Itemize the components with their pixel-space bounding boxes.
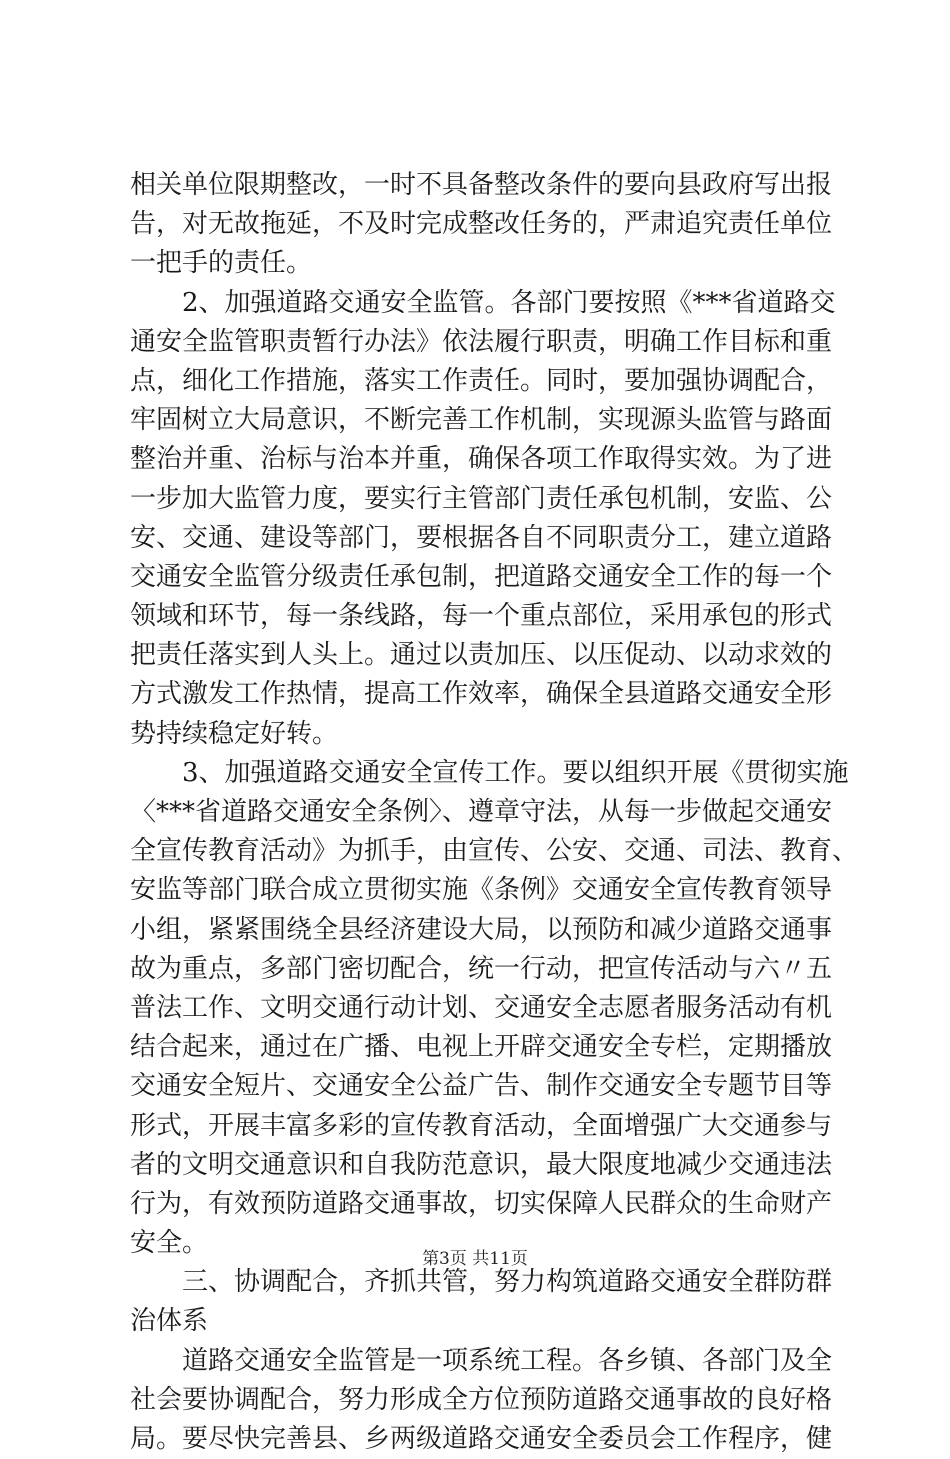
text-line: 安全。 <box>130 1228 209 1259</box>
text-line: 领域和环节，每一条线路，每一个重点部位，采用承包的形式 <box>130 601 833 632</box>
text-line: 结合起来，通过在广播、电视上开辟交通安全专栏，定期播放 <box>130 1032 833 1063</box>
text-line: 通安全监管职责暂行办法》依法履行职责，明确工作目标和重 <box>130 326 833 357</box>
text-line: 相关单位限期整改，一时不具备整改条件的要向县政府写出报 <box>130 170 833 200</box>
text-line: 交通安全监管分级责任承包制，把道路交通安全工作的每一个 <box>130 561 833 592</box>
text-line: 者的文明交通意识和自我防范意识，最大限度地减少交通违法 <box>130 1149 833 1180</box>
text-line: 方式激发工作热情，提高工作效率，确保全县道路交通安全形 <box>130 679 833 710</box>
text-line: 形式，开展丰富多彩的宣传教育活动，全面增强广大交通参与 <box>130 1110 833 1141</box>
text-line: 故为重点，多部门密切配合，统一行动，把宣传活动与六〃五 <box>130 953 833 984</box>
text-line: 一把手的责任。 <box>130 248 313 279</box>
text-line: 把责任落实到人头上。通过以责加压、以压促动、以动求效的 <box>130 640 833 671</box>
text-line: 牢固树立大局意识，不断完善工作机制，实现源头监管与路面 <box>130 405 833 436</box>
text-line: 社会要协调配合，努力形成全方位预防道路交通事故的良好格 <box>130 1384 833 1415</box>
text-line: 小组，紧紧围绕全县经济建设大局，以预防和减少道路交通事 <box>130 914 833 945</box>
text-line: 点，细化工作措施，落实工作责任。同时，要加强协调配合， <box>130 365 833 396</box>
text-line: 交通安全短片、交通安全公益广告、制作交通安全专题节目等 <box>130 1071 833 1102</box>
text-line: 局。要尽快完善县、乡两级道路交通安全委员会工作程序，健 <box>130 1424 833 1454</box>
text-line: 道路交通安全监管是一项系统工程。各乡镇、各部门及全 <box>182 1345 833 1376</box>
text-line: 三、协调配合，齐抓共管，努力构筑道路交通安全群防群 <box>182 1267 833 1298</box>
text-line: 告，对无故拖延，不及时完成整改任务的，严肃追究责任单位 <box>130 209 833 240</box>
page-footer: 第3页 共11页 <box>422 1249 528 1269</box>
text-line: 安监等部门联合成立贯彻实施《条例》交通安全宣传教育领导 <box>130 875 833 906</box>
text-line: 一步加大监管力度，要实行主管部门责任承包机制，安监、公 <box>130 483 833 514</box>
text-line: 整治并重、治标与治本并重，确保各项工作取得实效。为了进 <box>130 444 833 475</box>
text-line: 〈***省道路交通安全条例〉、遵章守法，从每一步做起交通安 <box>130 797 833 827</box>
text-line: 安、交通、建设等部门，要根据各自不同职责分工，建立道路 <box>130 522 833 553</box>
text-line: 治体系 <box>130 1306 209 1337</box>
text-line: 势持续稳定好转。 <box>130 718 339 749</box>
text-line: 3、加强道路交通安全宣传工作。要以组织开展《贯彻实施 <box>182 757 849 788</box>
text-line: 行为，有效预防道路交通事故，切实保障人民群众的生命财产 <box>130 1188 833 1219</box>
text-line: 全宣传教育活动》为抓手，由宣传、公安、交通、司法、教育、 <box>130 836 859 867</box>
text-line: 普法工作、文明交通行动计划、交通安全志愿者服务活动有机 <box>130 992 833 1023</box>
text-line: 2、加强道路交通安全监管。各部门要按照《***省道路交 <box>182 287 836 318</box>
